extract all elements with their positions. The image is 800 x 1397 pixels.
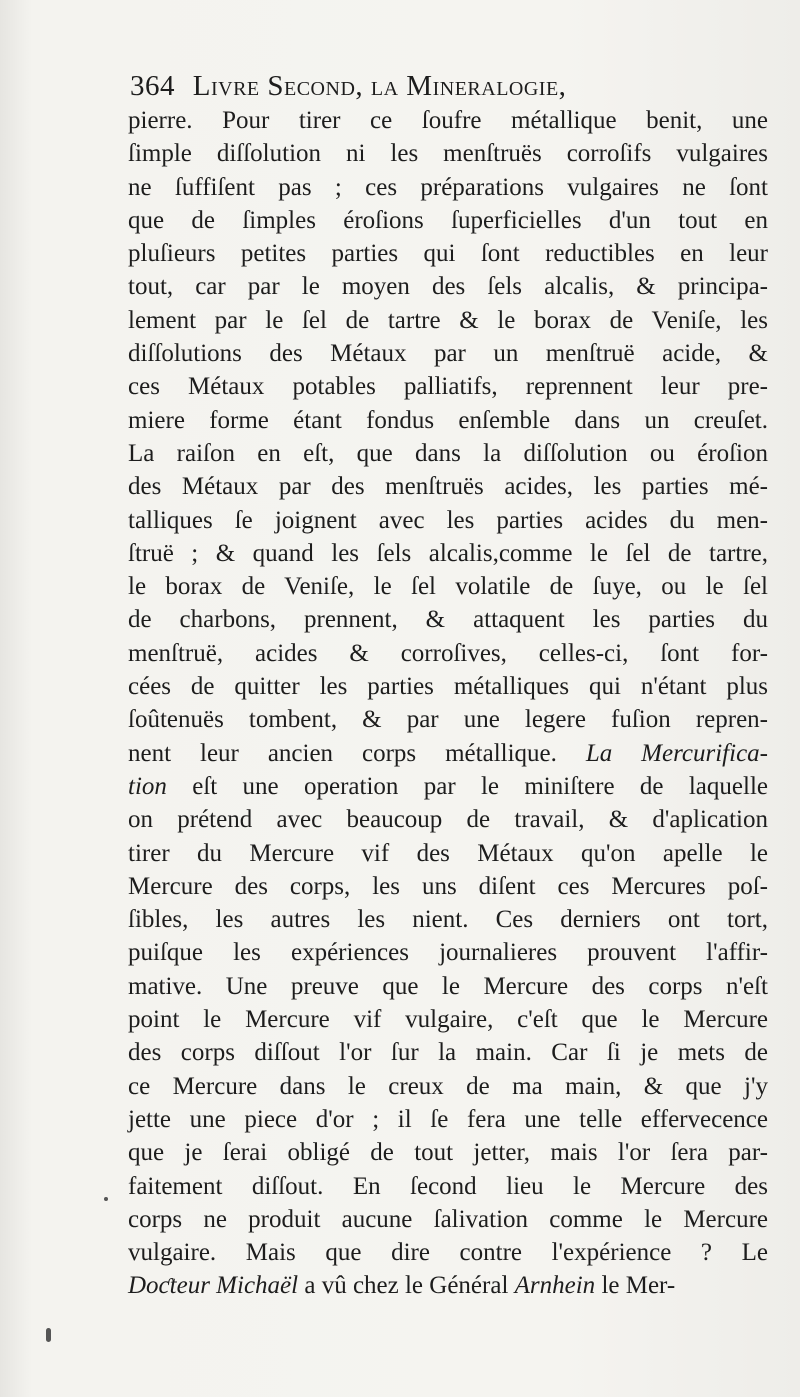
text-line [128, 770, 768, 803]
text-line [128, 670, 768, 703]
text-segment: cées de quitter les parties métalliques qui n'étant plus [128, 673, 768, 701]
text-segment: talliques ſe joignent avec les parties acides du men- [128, 506, 768, 534]
text-segment: on prétend avec beaucoup de travail, & d'aplication [128, 806, 768, 834]
italic-segment: La Mercurifica- [585, 739, 768, 767]
text-segment: ſtruë ; & quand les ſels alcalis,comme le ſel de tartre, [128, 539, 768, 567]
text-line [128, 237, 768, 270]
text-segment: La raiſon en eſt, que dans la diſſolution ou éroſion [128, 439, 768, 467]
text-segment: que de ſimples éroſions ſuperficielles d'un tout en [128, 206, 768, 234]
italic-segment: Doƈteur Michaël [128, 1272, 299, 1300]
text-segment: que je ſerai obligé de tout jetter, mais l'or ſera par- [128, 1139, 768, 1167]
body-text [128, 104, 768, 1303]
italic-segment: Arnhein [514, 1272, 596, 1300]
text-line [128, 1070, 768, 1103]
text-segment: miere forme étant fondus enſemble dans un creuſet. [128, 406, 768, 434]
running-title: Livre Second, la Mineralogie, [192, 70, 567, 102]
text-line [128, 270, 768, 303]
text-line [128, 404, 768, 437]
text-segment: a vû chez le Général [298, 1272, 515, 1300]
text-line [128, 204, 768, 237]
text-segment: pierre. Pour tirer ce ſoufre métallique benit, une [128, 107, 768, 134]
text-line [128, 437, 768, 470]
text-segment: de charbons, prennent, & attaquent les parties du [128, 606, 768, 634]
ink-speck [104, 1197, 108, 1201]
text-line [128, 304, 768, 337]
text-segment: ne ſuffiſent pas ; ces préparations vulgaires ne ſont [128, 173, 768, 201]
text-line [128, 703, 768, 736]
text-segment: puiſque les expériences journalieres prouvent l'affir- [128, 939, 768, 967]
text-line [128, 537, 768, 570]
text-segment: des Métaux par des menſtruës acides, les parties mé- [128, 473, 768, 501]
text-segment: tout, car par le moyen des ſels alcalis, & principa- [128, 273, 768, 301]
text-segment: faitement diſſout. En ſecond lieu le Mercure des [128, 1172, 768, 1200]
ink-speck [46, 1328, 51, 1342]
text-segment: ſimple diſſolution ni les menſtruës corroſifs vulgaires [128, 140, 768, 168]
text-line [128, 1003, 768, 1036]
text-line [128, 1203, 768, 1236]
text-line [128, 903, 768, 936]
text-line [128, 1269, 768, 1302]
text-segment: ces Métaux potables palliatifs, reprennent leur pre- [128, 373, 768, 401]
text-segment: point le Mercure vif vulgaire, c'eſt que le Mercure [128, 1006, 768, 1034]
text-segment: pluſieurs petites parties qui ſont reductibles en leur [128, 240, 768, 268]
text-segment: menſtruë, acides & corroſives, celles-ci, ſont for- [128, 639, 768, 667]
text-line [128, 603, 768, 636]
text-line [128, 870, 768, 903]
text-segment: le borax de Veniſe, le ſel volatile de ſuye, ou le ſel [128, 573, 768, 601]
text-line [128, 504, 768, 537]
text-line [128, 837, 768, 870]
text-line [128, 470, 768, 503]
text-line [128, 104, 768, 137]
text-line [128, 1136, 768, 1169]
text-segment: vulgaire. Mais que dire contre l'expérience ? Le [128, 1239, 768, 1267]
text-segment: corps ne produit aucune ſalivation comme le Mercure [128, 1205, 768, 1233]
text-line [128, 936, 768, 969]
text-segment: diſſolutions des Métaux par un menſtruë acide, & [128, 340, 768, 368]
text-segment: des corps diſſout l'or ſur la main. Car ſi je mets de [128, 1039, 768, 1067]
text-line [128, 803, 768, 836]
text-line [128, 570, 768, 603]
text-line [128, 970, 768, 1003]
text-segment: eſt une operation par le miniſtere de laquelle [166, 772, 768, 800]
text-segment: lement par le ſel de tartre & le borax de Veniſe, les [128, 306, 768, 334]
text-line [128, 370, 768, 403]
text-line [128, 1170, 768, 1203]
page-number: 364 [130, 70, 175, 102]
text-line [128, 137, 768, 170]
text-segment: le Mer- [595, 1272, 676, 1300]
text-segment: ſibles, les autres les nient. Ces derniers ont tort, [128, 906, 768, 934]
text-segment: ce Mercure dans le creux de ma main, & que j'y [128, 1072, 768, 1100]
text-line [128, 1236, 768, 1269]
text-segment: nent leur ancien corps métallique. [128, 739, 586, 767]
running-header [130, 68, 730, 104]
text-segment: ſoûtenuës tombent, & par une legere fuſion repren- [128, 706, 768, 734]
text-line [128, 637, 768, 670]
text-segment: Mercure des corps, les uns diſent ces Mercures poſ- [128, 872, 768, 900]
text-line [128, 1103, 768, 1136]
text-segment: jette une piece d'or ; il ſe fera une telle effervecence [128, 1105, 768, 1133]
text-line [128, 171, 768, 204]
text-segment: tirer du Mercure vif des Métaux qu'on apelle le [128, 839, 768, 867]
text-segment: mative. Une preuve que le Mercure des corps n'eſt [128, 972, 768, 1000]
italic-segment: tion [128, 772, 167, 800]
text-line [128, 737, 768, 770]
text-line [128, 1036, 768, 1069]
text-line [128, 337, 768, 370]
